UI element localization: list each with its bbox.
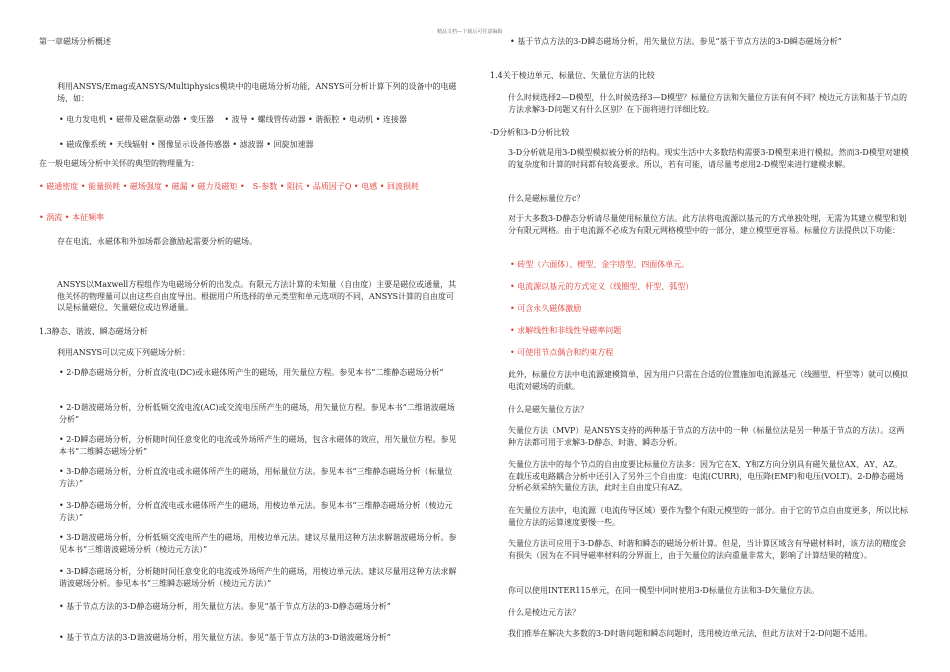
- right-paragraph: • 可使用节点偶合和约束方程: [510, 348, 614, 357]
- left-paragraph: 第一章磁场分析概述: [39, 37, 111, 46]
- right-paragraph: 1.4关于棱边单元、标量位、矢量位方法的比较: [490, 71, 655, 80]
- right-paragraph: 在矢量位方法中，电流源（电流传导区域）要作为整个有限元模型的一部分。由于它的节点自由度更多，所以比标量位方法的运算速度要慢一些。: [508, 506, 908, 527]
- left-paragraph: • 电力发电机 • 磁带及磁盘驱动器 • 变压器 • 波导 • 螺线管传动器 • 谐振腔 • 电动机 • 连接器: [59, 115, 407, 124]
- right-paragraph: 矢量位方法可应用于3-D静态、时谐和瞬态的磁场分析计算。但是，当计算区域含有导磁材料时，该方法的精度会有损失（因为在不同导磁率材料的分界面上，由于矢量位的法向重量非常大，影响了计算结果的精度）。: [508, 539, 907, 560]
- left-paragraph: • 2-D静态磁场分析，分析直流电(DC)或永磁体所产生的磁场，用矢量位方程。参见本书“二维静态磁场分析”: [59, 368, 444, 377]
- right-paragraph: • 求解线性和非线性导磁率问题: [510, 326, 622, 335]
- left-paragraph: ANSYS以Maxwell方程组作为电磁场分析的出发点。有限元方法计算的未知量（自由度）主要是磁位或通量，其他关怀的物理量可以由这些自由度导出。根据用户所选择的单元类型和单元选项的不同，ANSYS计算的自由度可以是标量磁位、矢量磁位或边界通量。: [57, 280, 457, 312]
- right-paragraph: 什么是磁标量位方c？: [508, 194, 585, 203]
- left-paragraph: 在一般电磁场分析中关怀的典型的物理量为：: [39, 159, 199, 168]
- page-header: 精品文档---下载后可任意编辑: [437, 29, 503, 35]
- right-paragraph: 什么是棱边元方法？: [508, 608, 580, 617]
- left-paragraph: • 涡流 • 本征频率: [39, 213, 105, 222]
- left-paragraph: • 磁通密度 • 能量损耗 • 磁场强度 • 磁漏 • 磁力及磁矩 • S-参数 • 阻抗 • 品质因子Q • 电感 • 回波损耗: [39, 182, 419, 191]
- right-paragraph: 矢量位方法中的每个节点的自由度要比标量位方法多：因为它在X、Y和Z方向分别具有磁矢量位AX、AY、AZ。在载压或电路耦合分析中还引入了另外三个自由度：电流(CURR)，电压降(EMF)和电压(VOLT)。2-D静态磁场分析必须采纳矢量位方法，此时主自由度只有AZ。: [508, 460, 904, 492]
- left-paragraph: • 2-D瞬态磁场分析，分析随时间任意变化的电流或外场所产生的磁场，包含永磁体的效应，用矢量位方程。参见本书“二维瞬态磁场分析”: [59, 435, 457, 456]
- right-paragraph: -D分析和3-D分析比较: [490, 128, 570, 137]
- right-paragraph: 什么时候选择2—D模型，什么时候选择3—D模型？标量位方法和矢量位方法有何不同？棱边元方法和基于节点的方法求解3-D问题又有什么区别？在下面将进行详细比较。: [508, 93, 908, 114]
- left-paragraph: 利用ANSYS/Emag或ANSYS/Multiphysics模块中的电磁场分析功能，ANSYS可分析计算下列的设备中的电磁场，如：: [57, 82, 457, 103]
- right-paragraph: 我们推举在解决大多数的3-D时谐问题和瞬态问题时，选用棱边单元法，但此方法对于2-D问题不适用。: [508, 629, 873, 638]
- left-paragraph: • 3-D瞬态磁场分析，分析随时间任意变化的电流或外场所产生的磁场，用棱边单元法。建议尽量用这种方法求解谐波磁场分析。参见本书“三维瞬态磁场分析（棱边元方法）”: [59, 567, 457, 588]
- right-paragraph: 矢量位方法（MVP）是ANSYS支持的两种基于节点的方法中的一种（标量位法是另一种基于节点的方法）。这两种方法都可用于求解3-D静态、时谐、瞬态分析。: [508, 426, 905, 447]
- left-paragraph: • 3-D静态磁场分析，分析直流电或永磁体所产生的磁场，用标量位方法。参见本书“三维静态磁场分析（标量位方法）”: [59, 467, 453, 488]
- left-paragraph: • 基于节点方法的3-D谐波磁场分析，用矢量位方法。参见“基于节点方法的3-D谐波磁场分析”: [59, 633, 391, 642]
- right-paragraph: 对于大多数3-D静态分析请尽量使用标量位方法。此方法将电流源以基元的方式单独处理，无需为其建立模型和划分有限元网格。由于电流源不必成为有限元网格模型中的一部分，建立模型更容易。标量位方法提供以下功能：: [508, 214, 907, 235]
- left-paragraph: 利用ANSYS可以完成下列磁场分析：: [57, 348, 191, 357]
- right-paragraph: • 可含永久磁体激励: [510, 304, 582, 313]
- left-paragraph: 存在电流、永磁体和外加场都会激励起需要分析的磁场。: [57, 237, 257, 246]
- left-paragraph: • 磁成像系统 • 天线辐射 • 图像显示设备传感器 • 滤波器 • 回旋加速器: [59, 140, 314, 149]
- left-paragraph: • 3-D谐波磁场分析，分析低频交流电所产生的磁场，用棱边单元法。建议尽量用这种方法求解谐波磁场分析。参见本书“三维谐波磁场分析（棱边元方法）”: [59, 533, 457, 554]
- left-paragraph: 1.3静态、谐波、瞬态磁场分析: [39, 327, 148, 336]
- right-paragraph: 3-D分析就是用3-D模型模拟被分析的结构。现实生活中大多数结构需要3-D模型来进行模拟。然而3-D模型对建模的复杂度和计算的时间都有较高要求。所以，若有可能，请尽量考虑用2-D模型来进行建模求解。: [508, 148, 909, 169]
- left-paragraph: • 2-D谐波磁场分析，分析低频交流电流(AC)或交流电压所产生的磁场，用矢量位方程。参见本书“二维谐波磁场分析”: [59, 403, 455, 424]
- right-paragraph: • 基于节点方法的3-D瞬态磁场分析，用矢量位方法。参见“基于节点方法的3-D瞬态磁场分析”: [510, 37, 842, 46]
- right-paragraph: 此外，标量位方法中电流源建模简单，因为用户只需在合适的位置施加电流源基元（线圈型、杆型等）就可以模拟电流对磁场的贡献。: [508, 370, 908, 391]
- right-paragraph: 你可以使用INTER115单元，在同一模型中同时使用3-D标量位方法和3-D矢量位方法。: [508, 586, 820, 595]
- right-paragraph: 什么是磁矢量位方法？: [508, 405, 588, 414]
- right-paragraph: • 电流源以基元的方式定义（线圈型、杆型、弧型）: [510, 282, 694, 291]
- left-paragraph: • 基于节点方法的3-D静态磁场分析，用矢量位方法。参见“基于节点方法的3-D静态磁场分析”: [59, 602, 391, 611]
- left-paragraph: • 3-D静态磁场分析，分析直流电或永磁体所产生的磁场，用棱边单元法。参见本书“三维静态磁场分析（棱边元方法）”: [59, 501, 453, 522]
- right-paragraph: • 砖型（六面体）、楔型、金字塔型、四面体单元。: [510, 260, 690, 269]
